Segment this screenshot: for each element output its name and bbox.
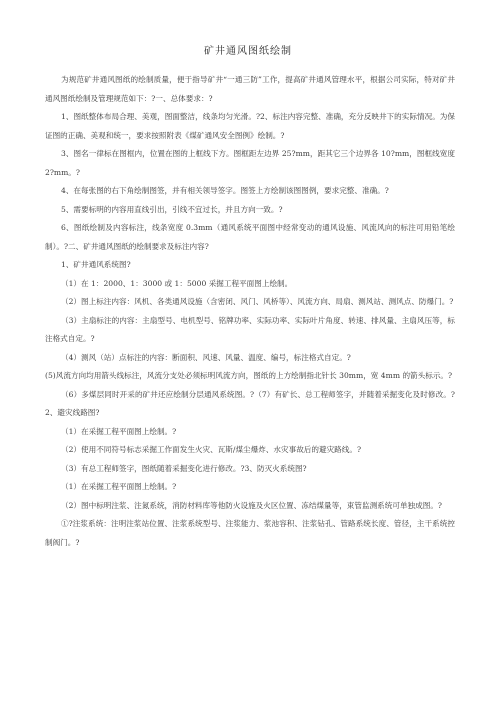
document-title: 矿井通风图纸绘制 [204,46,292,57]
paragraph-req-3: 3、图名一律标在图框内，位置在图的上框线下方。图框距左边界 25?mm，距其它三个边界各 10?mm，图框线宽度 2?mm。? [45,149,455,177]
paragraph-vent-6-7: （6）多煤层同时开采的矿井还应绘制分层通风系统图。?（7）有矿长、总工程师签字，并随着采掘变化及时修改。?2、避灾线路图? [45,389,455,417]
paragraph-escape-1: （1）在采掘工程平面图上绘制。? [61,426,177,436]
paragraph-vent-4: （4）测风（站）点标注的内容：断面积、风速、风量、温度、编号，标注格式自定。? [61,352,351,362]
paragraph-req-6: 6、图纸绘制及内容标注，线条宽度 0.3mm（通风系统平面图中经常变动的通风设施、风流风向的标注可用铅笔绘制）。?二、矿井通风图纸的绘制要求及标注内容? [45,223,455,251]
paragraph-fire-2: （2）图中标明注浆、注氮系统，消防材料库等他防火设施及火区位置、冻结煤量等，束管监测系统可单独成图。? [61,500,442,510]
section-heading-ventilation: 1、矿井通风系统图? [61,260,131,269]
paragraph-fire-1: （1）在采掘工程平面图上绘制。? [61,482,177,491]
paragraph-req-5: 5、需要标明的内容用直线引出，引线不宜过长，并且方向一致。? [61,204,283,214]
paragraph-escape-2: （2）使用不同符号标志采掘工作面发生火灾、瓦斯/煤尘爆炸、水灾事故后的避灾路线。? [61,445,362,454]
paragraph-vent-3: （3）主扇标注的内容：主扇型号、电机型号、铭牌功率、实际功率、实际叶片角度、转速、排风量、主扇风压等，标注格式自定。? [45,315,455,343]
paragraph-fire-grouting: ①?注浆系统：注明注浆站位置、注浆系统型号、注浆能力、浆池容积、注浆钻孔、管路系统长度、管径，主干系统控制阀门。? [45,519,455,547]
paragraph-intro: 为规范矿井通风图纸的绘制质量，便于指导矿井“一通三防”工作，提高矿井通风管理水平，根据公司实际，特对矿井通风图纸绘制及管理规范如下：?一、总体要求：? [45,75,455,103]
paragraph-req-4: 4、在每张图的右下角绘制图签，并有相关领导签字。图签上方绘制该图图例，要求完整、准确。? [61,186,389,195]
paragraph-vent-1: （1）在 1：2000、1：3000 或 1：5000 采掘工程平面图上绘制。 [61,278,293,288]
paragraph-vent-5: (5)风流方向均用箭头线标注，风流分支处必须标明风流方向，图纸的上方绘制指北针长 30mm，宽 4mm 的箭头标示。? [45,371,453,380]
paragraph-escape-3: （3）有总工程师签字，图纸随着采掘变化进行修改。?3、防灭火系统图? [61,463,307,473]
paragraph-req-1: 1、图纸整体布局合理、美观，图面整洁，线条均匀光滑。?2、标注内容完整、准确，充分反映井下的实际情况。为保证图的正确、美观和统一，要求按照附表《煤矿通风安全图例》绘制。? [45,112,455,140]
document-body [45,71,455,552]
paragraph-vent-2: （2）图上标注内容：风机、各类通风设施（含密闭、风门、风桥等）、风流方向、局扇、测风站、测风点、防爆门。? [61,297,454,306]
